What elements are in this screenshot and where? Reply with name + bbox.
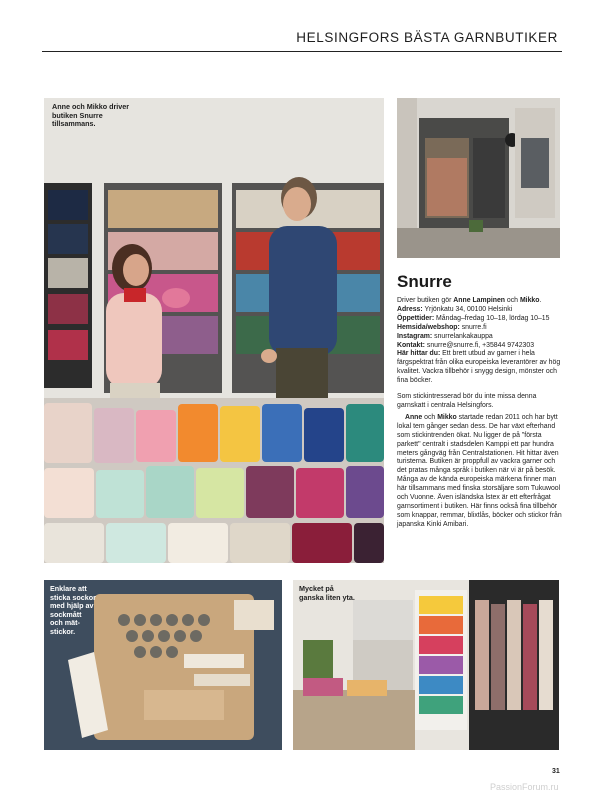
store-heading: Snurre: [397, 272, 452, 291]
store-info: [397, 297, 562, 386]
paragraph-text: startade redan 2011 och har bytt lokal tem gånger sedan dess. De har växt efterhand som stickintrenden ökat. Nu ligger de på "första parkett" centralt i stadsdelen Kamppi ett par hundra meters gångväg från Centralstationen. Hit hittar även turisterna. Butiken är proppfull av vackra garner och det pratas många språk i butiken när vi är på besök. Många av de kända europeiska märkena finner man här tillsammans med finska storsäljare som Tukuwool och Vuonne. Även isländska lstex är ett efterfrågat garnsortiment i butiken. Här finns också fina tillbehör som knappar, remmar, blixtlås, böcker och stickor från japanska Kinki Amibari.: [397, 413, 562, 528]
article-paragraph: [397, 414, 562, 530]
info-label: Instagram:: [397, 332, 433, 340]
info-instagram: [397, 333, 562, 342]
info-label: Här hittar du:: [397, 350, 441, 358]
info-label: Hemsida/webshop:: [397, 323, 460, 331]
photo-shop-owners: [44, 98, 384, 563]
caption-sock-tools: Enklare att sticka sockor med hjälp av sockmått och mät-stickor.: [50, 584, 96, 636]
paragraph-text: och: [422, 413, 438, 421]
info-value: Yrjönkatu 34, 00100 Helsinki: [422, 305, 513, 313]
photo-storefront: [397, 98, 560, 258]
owner-name: Mikko: [437, 413, 457, 421]
page-number: 31: [552, 768, 560, 775]
article-paragraph: Som stickintresserad bör du inte missa denna garnskatt i centrala Helsingfors.: [397, 393, 537, 409]
info-value: snurrelankakauppa: [432, 332, 493, 340]
caption-shop-owners: Anne och Mikko driver butiken Snurre tillsammans.: [52, 102, 130, 129]
article-snurre: [397, 272, 562, 530]
store-owners-line: [397, 297, 562, 306]
owner-name: Anne: [405, 413, 423, 421]
info-value: snurre.fi: [459, 323, 487, 331]
intro-text: .: [539, 297, 542, 304]
info-hours: [397, 315, 562, 324]
caption-shop-interior: Mycket på ganska liten yta.: [299, 584, 355, 602]
photo-shop-owners-illustration: [44, 98, 384, 563]
owner-name: Anne Lampinen: [453, 297, 505, 304]
info-address: [397, 306, 562, 315]
photo-storefront-illustration: [397, 98, 560, 258]
intro-text: Driver butiken gör: [397, 297, 454, 304]
info-label: Adress:: [397, 305, 423, 313]
info-contact: [397, 342, 562, 351]
section-title: HELSINGFORS BÄSTA GARNBUTIKER: [296, 30, 558, 45]
photo-shop-interior: [293, 580, 559, 750]
owner-name: Mikko: [519, 297, 540, 304]
intro-text: och: [504, 297, 520, 304]
info-value: snurre@snurre.fi, +35844 9742303: [424, 341, 535, 349]
info-value: Ett brett utbud av garner i hela färgspektrat från olika europeiska leverantörer av hög kvalitet. Vackra tillbehör i snygg design, mönster och fina böcker.: [397, 350, 561, 385]
info-offer: [397, 350, 562, 386]
info-website: [397, 324, 562, 333]
photo-shop-interior-illustration: [293, 580, 559, 750]
info-label: Öppettider:: [397, 314, 435, 322]
info-label: Kontakt:: [397, 341, 425, 349]
info-value: Måndag–fredag 10–18, lördag 10–15: [434, 314, 550, 322]
running-header: [42, 30, 562, 52]
watermark: PassionForum.ru: [490, 782, 559, 792]
